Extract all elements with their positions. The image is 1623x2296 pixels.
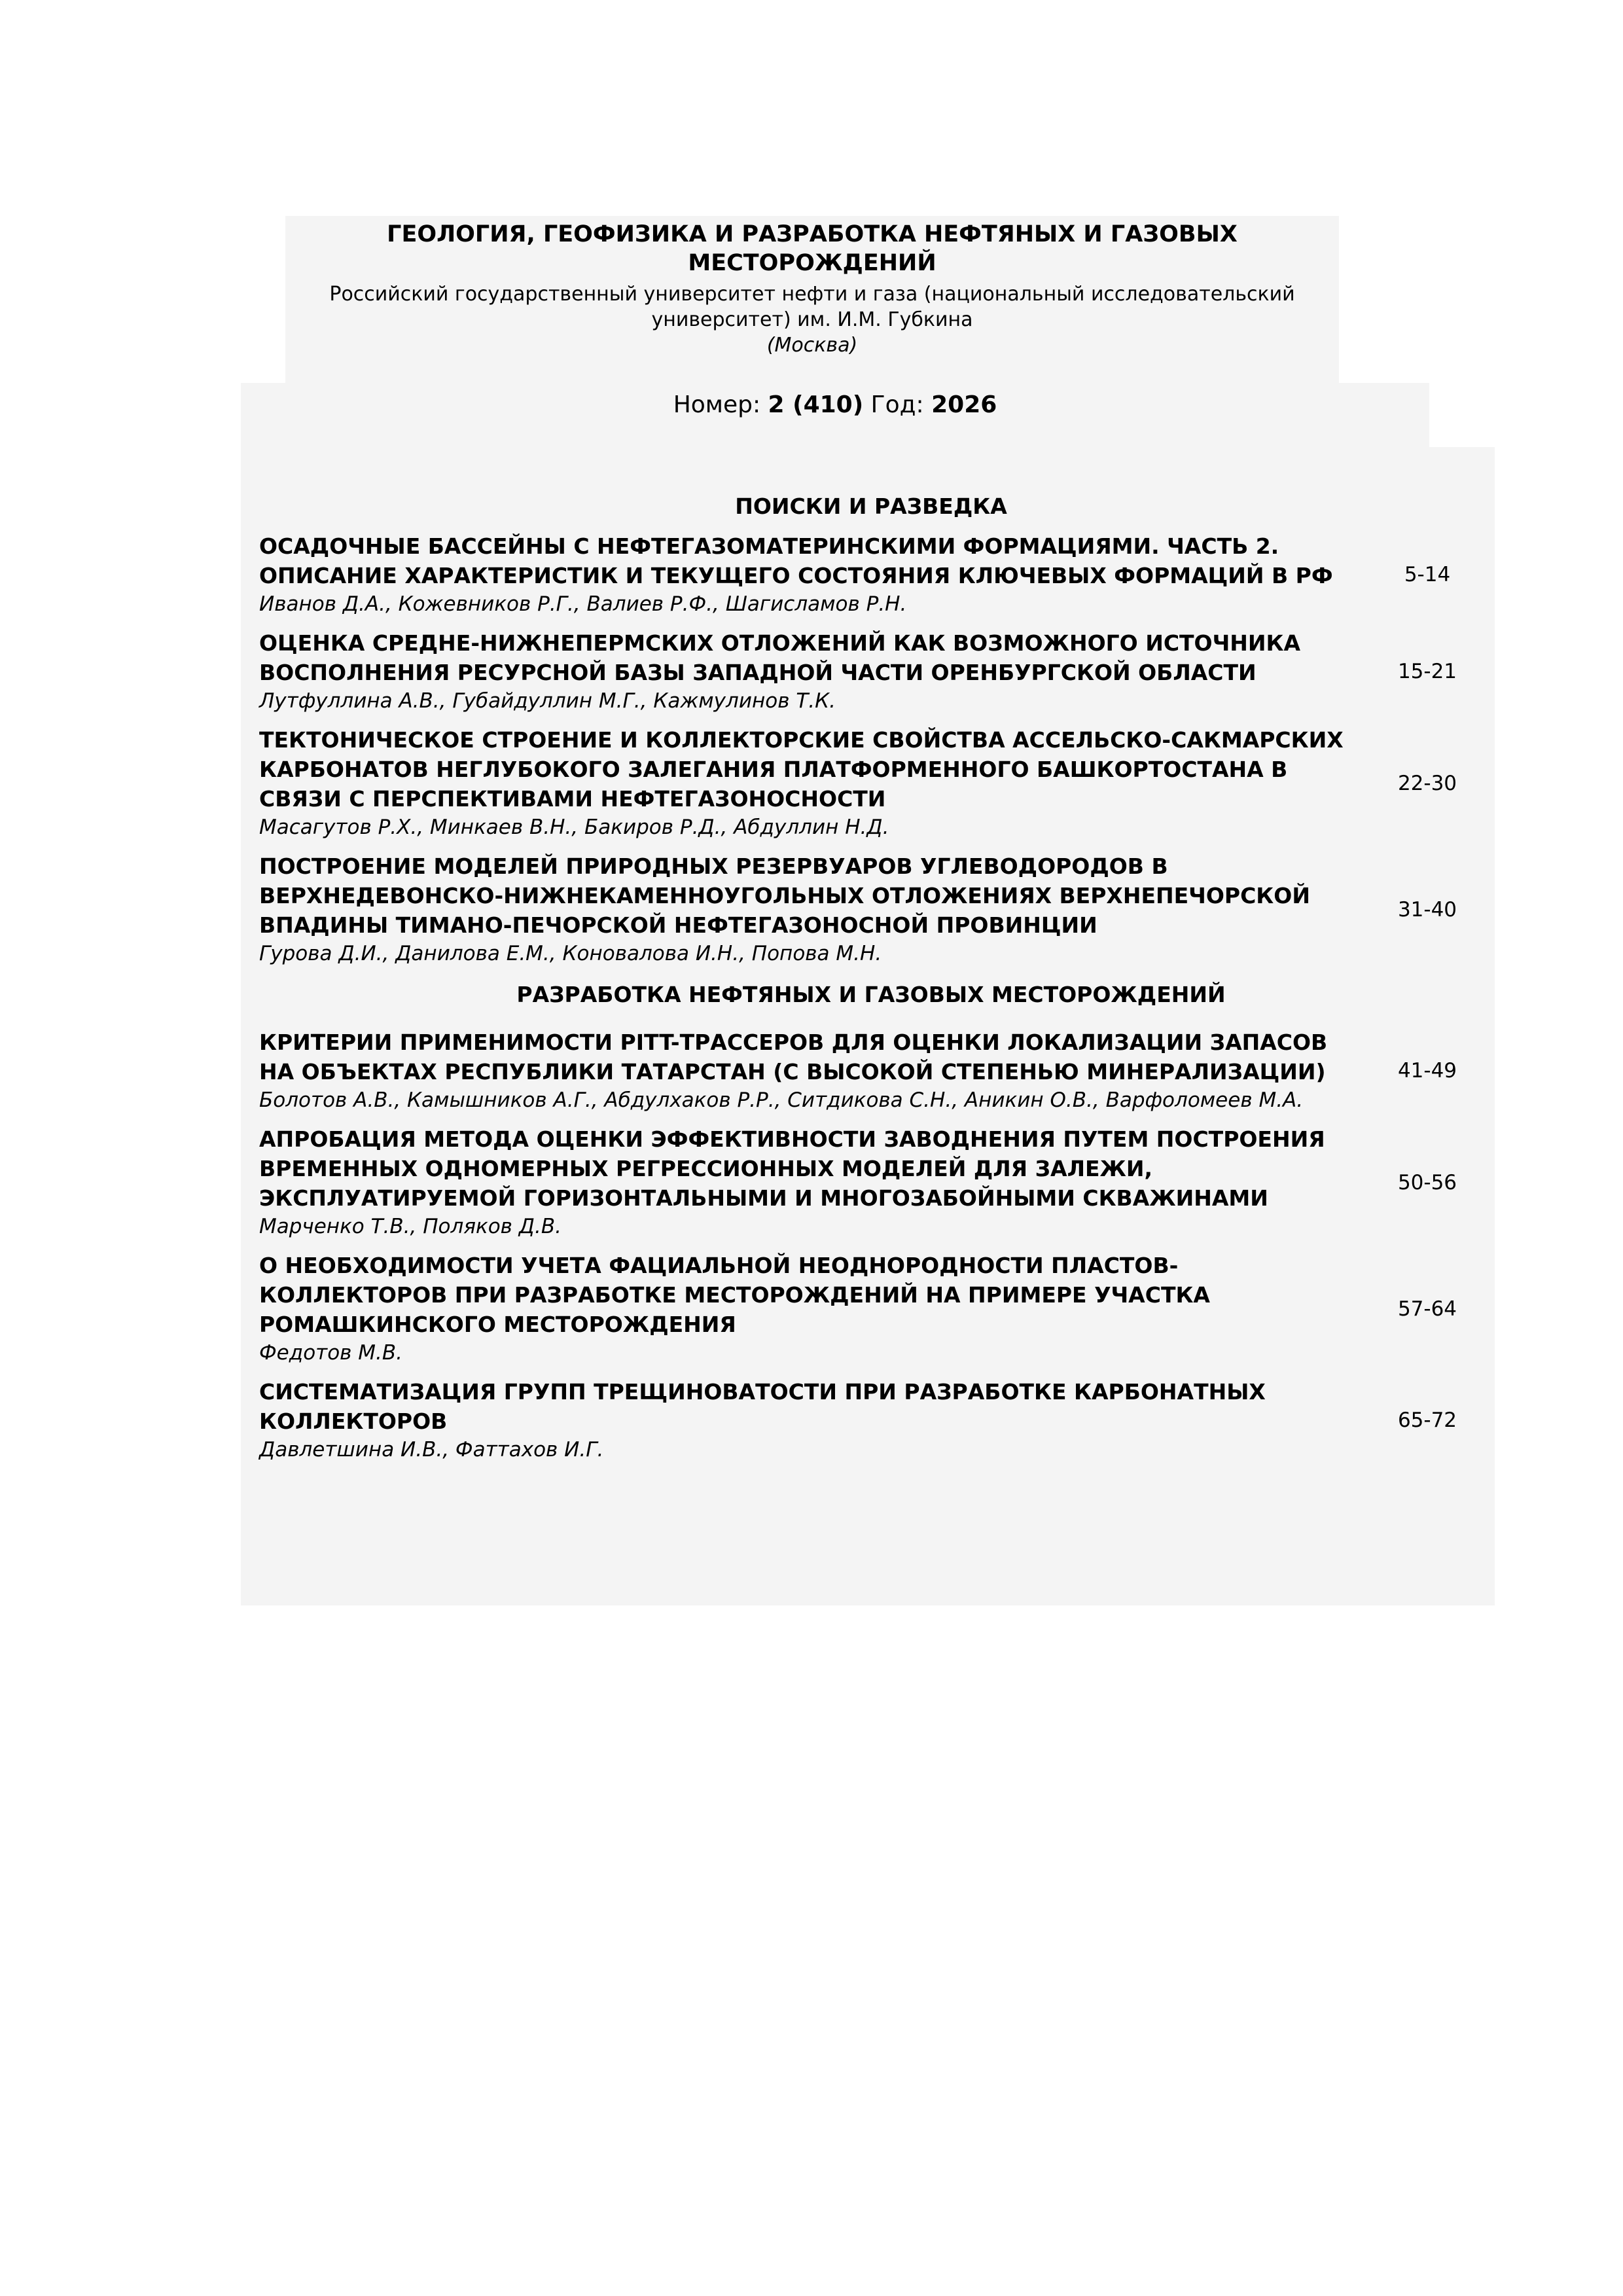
article-authors: Марченко Т.В., Поляков Д.В. (259, 1215, 562, 1238)
issue-year-label: Год: (870, 391, 924, 418)
article-authors: Болотов А.В., Камышников А.Г., Абдулхаков Р.Р., Ситдикова С.Н., Аникин О.В., Варфоломеев М.А. (259, 1088, 1304, 1112)
article-authors: Иванов Д.А., Кожевников Р.Г., Валиев Р.Ф., Шагисламов Р.Н. (259, 592, 907, 616)
article-title[interactable]: КРИТЕРИИ ПРИМЕНИМОСТИ PITT-ТРАССЕРОВ ДЛЯ ОЦЕНКИ ЛОКАЛИЗАЦИИ ЗАПАСОВ НА ОБЪЕКТАХ РЕСПУБЛИКИ ТАТАРСТАН (С ВЫСОКОЙ СТЕПЕНЬЮ МИНЕРАЛИЗАЦИИ) (259, 1030, 1328, 1085)
article-pages: 5-14 (1404, 563, 1451, 586)
article-title[interactable]: О НЕОБХОДИМОСТИ УЧЕТА ФАЦИАЛЬНОЙ НЕОДНОРОДНОСТИ ПЛАСТОВ-КОЛЛЕКТОРОВ ПРИ РАЗРАБОТКЕ МЕСТОРОЖДЕНИЙ НА ПРИМЕРЕ УЧАСТКА РОМАШКИНСКОГО МЕСТОРОЖДЕНИЯ (259, 1253, 1210, 1337)
publisher-city: (Москва) (766, 334, 858, 357)
article-entry (259, 1124, 1483, 1240)
publisher-name: Российский государственный университет нефти и газа (национальный исследовательский университет) им. И.М. Губкина (329, 283, 1295, 331)
issue-number-label: Номер: (673, 391, 761, 418)
article-authors: Федотов М.В. (259, 1341, 403, 1365)
article-pages: 57-64 (1397, 1297, 1457, 1321)
table-of-contents (259, 492, 1483, 1463)
article-pages: 15-21 (1397, 660, 1457, 683)
article-entry (259, 725, 1483, 841)
article-entry (259, 628, 1483, 715)
section-heading: РАЗРАБОТКА НЕФТЯНЫХ И ГАЗОВЫХ МЕСТОРОЖДЕНИЙ (516, 982, 1226, 1007)
article-pages: 22-30 (1397, 771, 1457, 795)
article-authors: Гурова Д.И., Данилова Е.М., Коновалова И.Н., Попова М.Н. (259, 942, 882, 965)
article-entry (259, 1251, 1483, 1367)
article-title[interactable]: ОСАДОЧНЫЕ БАССЕЙНЫ С НЕФТЕГАЗОМАТЕРИНСКИМИ ФОРМАЦИЯМИ. ЧАСТЬ 2. ОПИСАНИЕ ХАРАКТЕРИСТИК И ТЕКУЩЕГО СОСТОЯНИЯ КЛЮЧЕВЫХ ФОРМАЦИЙ В РФ (259, 533, 1333, 588)
article-title[interactable]: ОЦЕНКА СРЕДНЕ-НИЖНЕПЕРМСКИХ ОТЛОЖЕНИЙ КАК ВОЗМОЖНОГО ИСТОЧНИКА ВОСПОЛНЕНИЯ РЕСУРСНОЙ БАЗЫ ЗАПАДНОЙ ЧАСТИ ОРЕНБУРГСКОЙ ОБЛАСТИ (259, 630, 1301, 685)
article-authors: Давлетшина И.В., Фаттахов И.Г. (259, 1438, 604, 1462)
article-authors: Лутфуллина А.В., Губайдуллин М.Г., Кажмулинов Т.К. (259, 689, 836, 713)
issue-info (241, 390, 1429, 420)
issue-number-value: 2 (410) (768, 391, 864, 418)
article-entry (259, 1377, 1483, 1463)
journal-title: ГЕОЛОГИЯ, ГЕОФИЗИКА И РАЗРАБОТКА НЕФТЯНЫХ И ГАЗОВЫХ МЕСТОРОЖДЕНИЙ (387, 221, 1238, 276)
section-heading: ПОИСКИ И РАЗВЕДКА (735, 493, 1007, 519)
journal-header (285, 220, 1339, 359)
article-authors: Масагутов Р.Х., Минкаев В.Н., Бакиров Р.Д., Абдуллин Н.Д. (259, 816, 889, 839)
article-pages: 31-40 (1397, 897, 1457, 922)
article-pages: 65-72 (1397, 1408, 1457, 1432)
article-entry (259, 531, 1483, 618)
article-title[interactable]: СИСТЕМАТИЗАЦИЯ ГРУПП ТРЕЩИНОВАТОСТИ ПРИ РАЗРАБОТКЕ КАРБОНАТНЫХ КОЛЛЕКТОРОВ (259, 1379, 1266, 1434)
article-title[interactable]: АПРОБАЦИЯ МЕТОДА ОЦЕНКИ ЭФФЕКТИВНОСТИ ЗАВОДНЕНИЯ ПУТЕМ ПОСТРОЕНИЯ ВРЕМЕННЫХ ОДНОМЕРНЫХ РЕГРЕССИОННЫХ МОДЕЛЕЙ ДЛЯ ЗАЛЕЖИ, ЭКСПЛУАТИРУЕМОЙ ГОРИЗОНТАЛЬНЫМИ И МНОГОЗАБОЙНЫМИ СКВАЖИНАМИ (259, 1126, 1325, 1211)
article-title[interactable]: ПОСТРОЕНИЕ МОДЕЛЕЙ ПРИРОДНЫХ РЕЗЕРВУАРОВ УГЛЕВОДОРОДОВ В ВЕРХНЕДЕВОНСКО-НИЖНЕКАМЕННОУГОЛЬНЫХ ОТЛОЖЕНИЯХ ВЕРХНЕПЕЧОРСКОЙ ВПАДИНЫ ТИМАНО-ПЕЧОРСКОЙ НЕФТЕГАЗОНОСНОЙ ПРОВИНЦИИ (259, 853, 1310, 938)
article-pages: 41-49 (1397, 1059, 1457, 1083)
article-title[interactable]: ТЕКТОНИЧЕСКОЕ СТРОЕНИЕ И КОЛЛЕКТОРСКИЕ СВОЙСТВА АССЕЛЬСКО-САКМАРСКИХ КАРБОНАТОВ НЕГЛУБОКОГО ЗАЛЕГАНИЯ ПЛАТФОРМЕННОГО БАШКОРТОСТАНА В СВЯЗИ С ПЕРСПЕКТИВАМИ НЕФТЕГАЗОНОСНОСТИ (259, 727, 1344, 812)
article-entry (259, 852, 1483, 967)
article-entry (259, 1028, 1483, 1114)
article-pages: 50-56 (1397, 1170, 1457, 1194)
issue-year-value: 2026 (931, 391, 997, 418)
